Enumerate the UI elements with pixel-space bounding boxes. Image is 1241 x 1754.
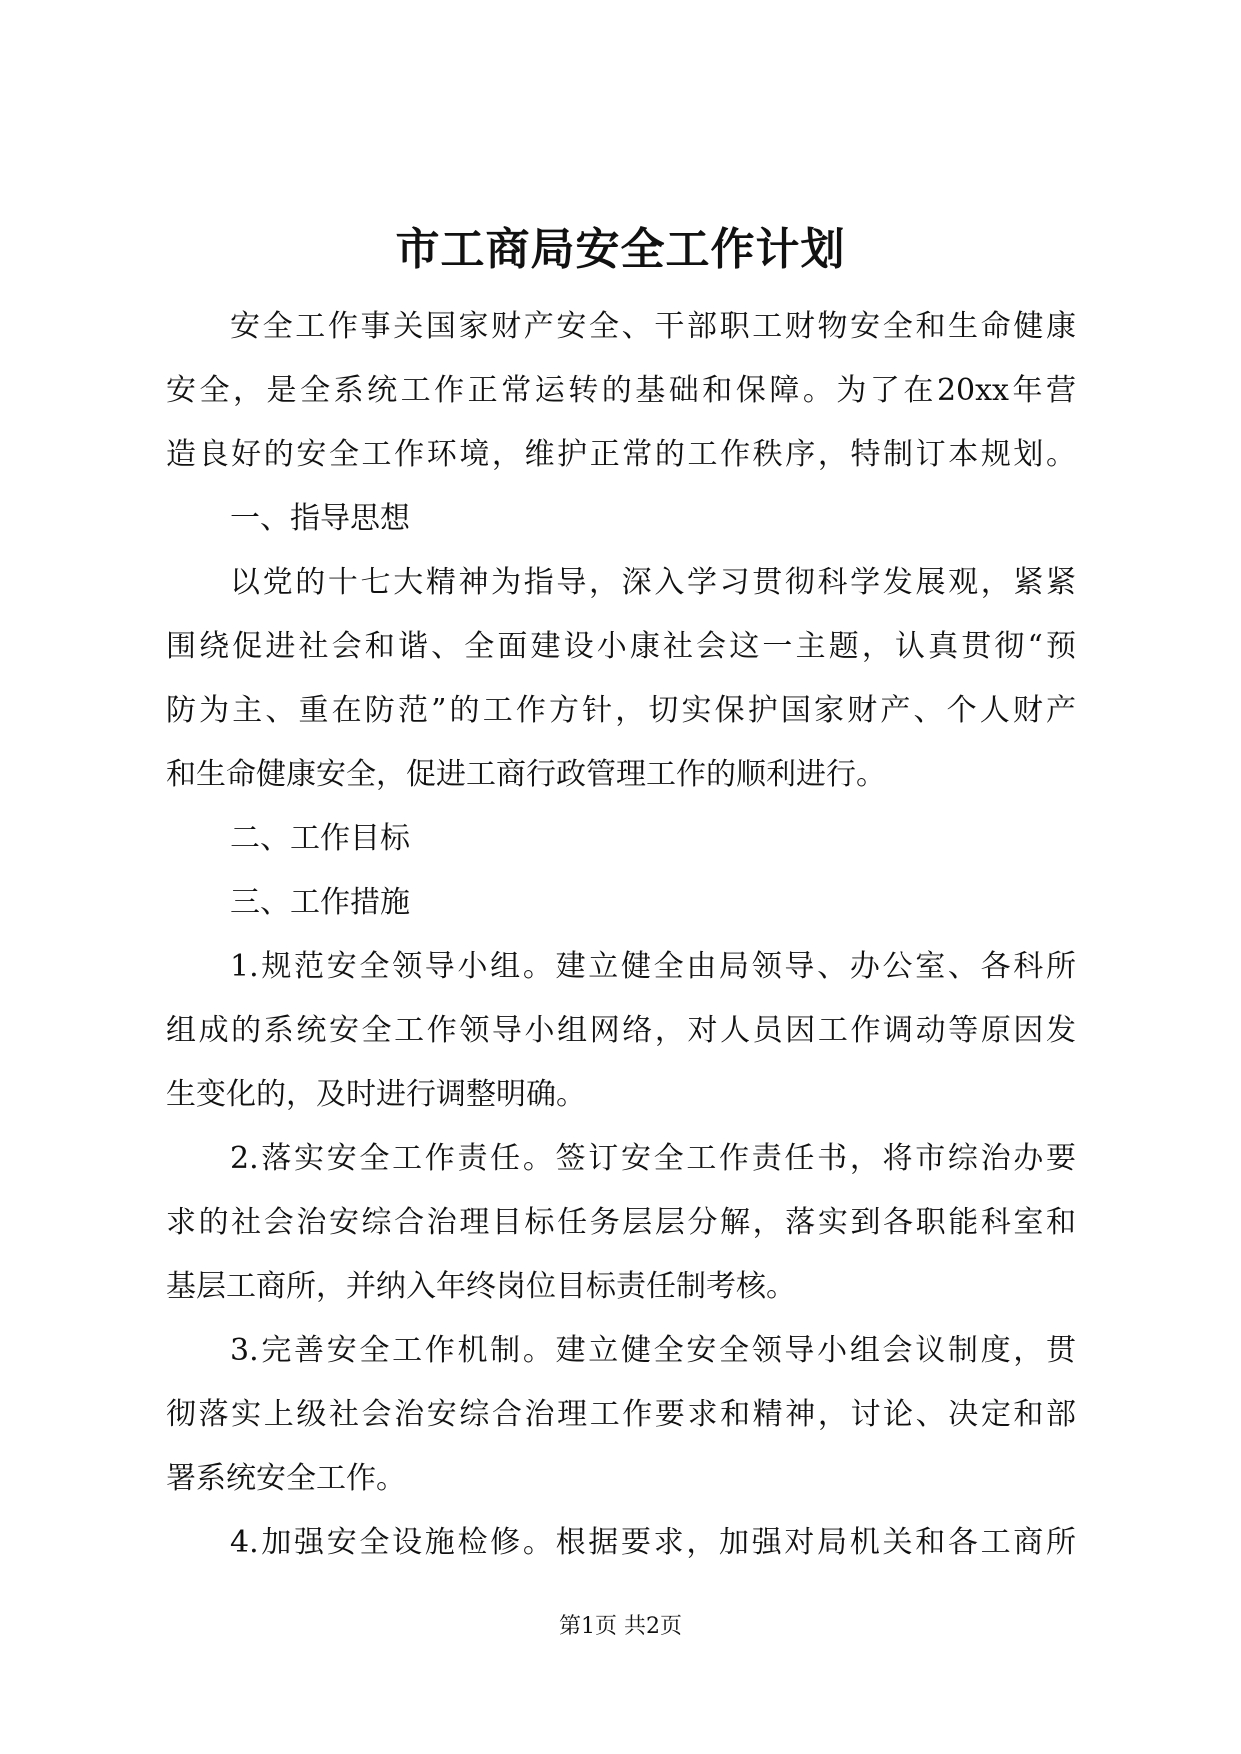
text-line: 求的社会治安综合治理目标任务层层分解，落实到各职能科室和: [166, 1205, 1076, 1240]
text-line: 生变化的，及时进行调整明确。: [166, 1077, 586, 1112]
text-line: 安全工作事关国家财产安全、干部职工财物安全和生命健康: [230, 309, 1076, 344]
page-number: 第1页 共2页: [559, 1614, 682, 1639]
text-line: 和生命健康安全，促进工商行政管理工作的顺利进行。: [166, 757, 886, 792]
text-line: 彻落实上级社会治安综合治理工作要求和精神，讨论、决定和部: [166, 1397, 1076, 1432]
text-line: 2.落实安全工作责任。签订安全工作责任书，将市综治办要: [230, 1141, 1076, 1176]
section-heading: 二、工作目标: [230, 821, 410, 856]
text-line: 围绕促进社会和谐、全面建设小康社会这一主题，认真贯彻“预: [166, 629, 1076, 664]
section-heading: 三、工作措施: [230, 885, 410, 920]
text-line: 3.完善安全工作机制。建立健全安全领导小组会议制度，贯: [230, 1333, 1076, 1368]
text-line: 组成的系统安全工作领导小组网络，对人员因工作调动等原因发: [166, 1013, 1076, 1048]
section-heading: 一、指导思想: [230, 501, 410, 536]
text-line: 防为主、重在防范”的工作方针，切实保护国家财产、个人财产: [166, 693, 1076, 728]
text-line: 4.加强安全设施检修。根据要求，加强对局机关和各工商所: [230, 1525, 1076, 1560]
text-line: 造良好的安全工作环境，维护正常的工作秩序，特制订本规划。: [166, 437, 1076, 472]
document-title: 市工商局安全工作计划: [395, 224, 846, 275]
text-line: 基层工商所，并纳入年终岗位目标责任制考核。: [166, 1269, 796, 1304]
text-line: 安全，是全系统工作正常运转的基础和保障。为了在20xx年营: [166, 373, 1076, 408]
text-line: 以党的十七大精神为指导，深入学习贯彻科学发展观，紧紧: [230, 565, 1076, 600]
document-body: [166, 295, 1076, 1575]
text-line: 1.规范安全领导小组。建立健全由局领导、办公室、各科所: [230, 949, 1076, 984]
text-line: 署系统安全工作。: [166, 1461, 406, 1496]
